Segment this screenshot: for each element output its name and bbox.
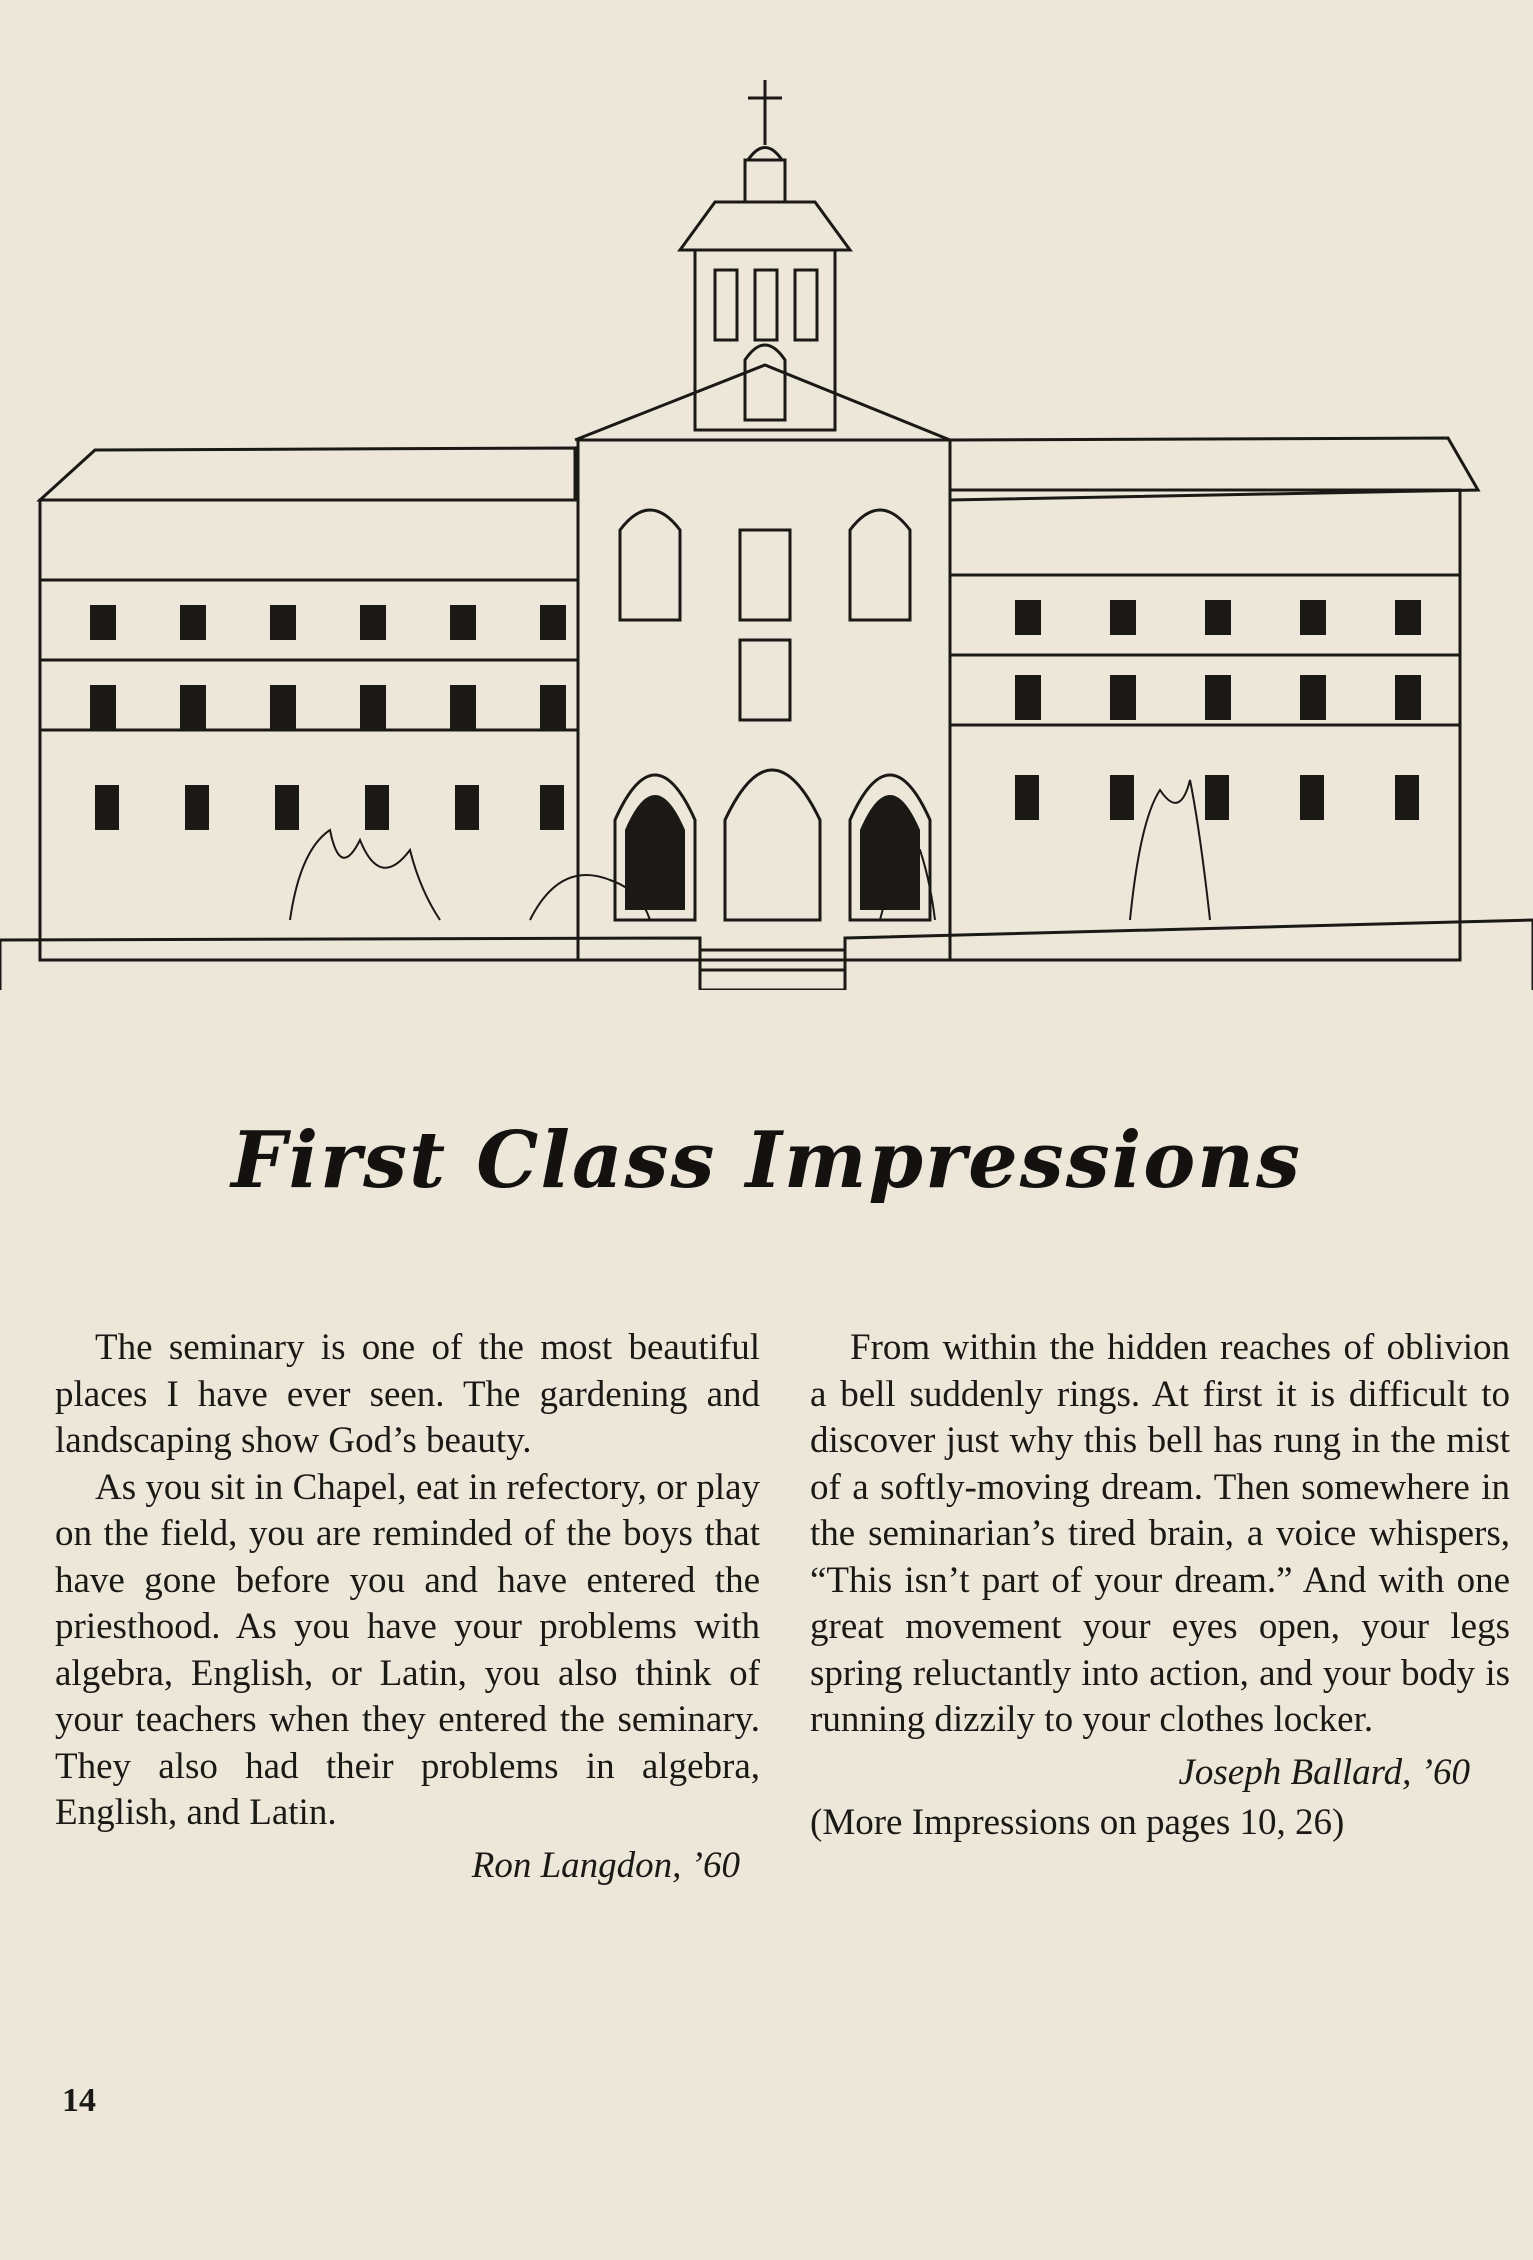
- article-title: First Class Impressions: [231, 1115, 1302, 1206]
- right-column: [810, 1325, 1510, 1847]
- left-column: [55, 1325, 760, 1889]
- paragraph: As you sit in Chapel, eat in refectory, or play on the field, you are reminded of the boys that have gone before you and have entered the priesthood. As you have your problems with algebra, English, or Latin, you also think of your teachers when they entered the seminary. They also had their problems in algebra, English, and Latin.: [55, 1466, 760, 1833]
- author-signature: Ron Langdon, ’60: [471, 1844, 740, 1886]
- author-signature: Joseph Ballard, ’60: [1178, 1751, 1470, 1793]
- continuation-note: (More Impressions on pages 10, 26): [810, 1802, 1345, 1843]
- page-number: 14: [62, 2082, 96, 2119]
- seminary-building-illustration: [0, 60, 1533, 990]
- paragraph: The seminary is one of the most beautiful places I have ever seen. The gardening and landscaping show God’s beauty.: [55, 1327, 760, 1461]
- paragraph: From within the hidden reaches of oblivion a bell suddenly rings. At first it is difficult to discover just why this bell has rung in the mist of a softly-moving dream. Then somewhere in the seminarian’s tired brain, a voice whispers, “This isn’t part of your dream.” And with one great movement your eyes open, your legs spring reluctantly into action, and your body is running dizzily to your clothes locker.: [810, 1327, 1510, 1740]
